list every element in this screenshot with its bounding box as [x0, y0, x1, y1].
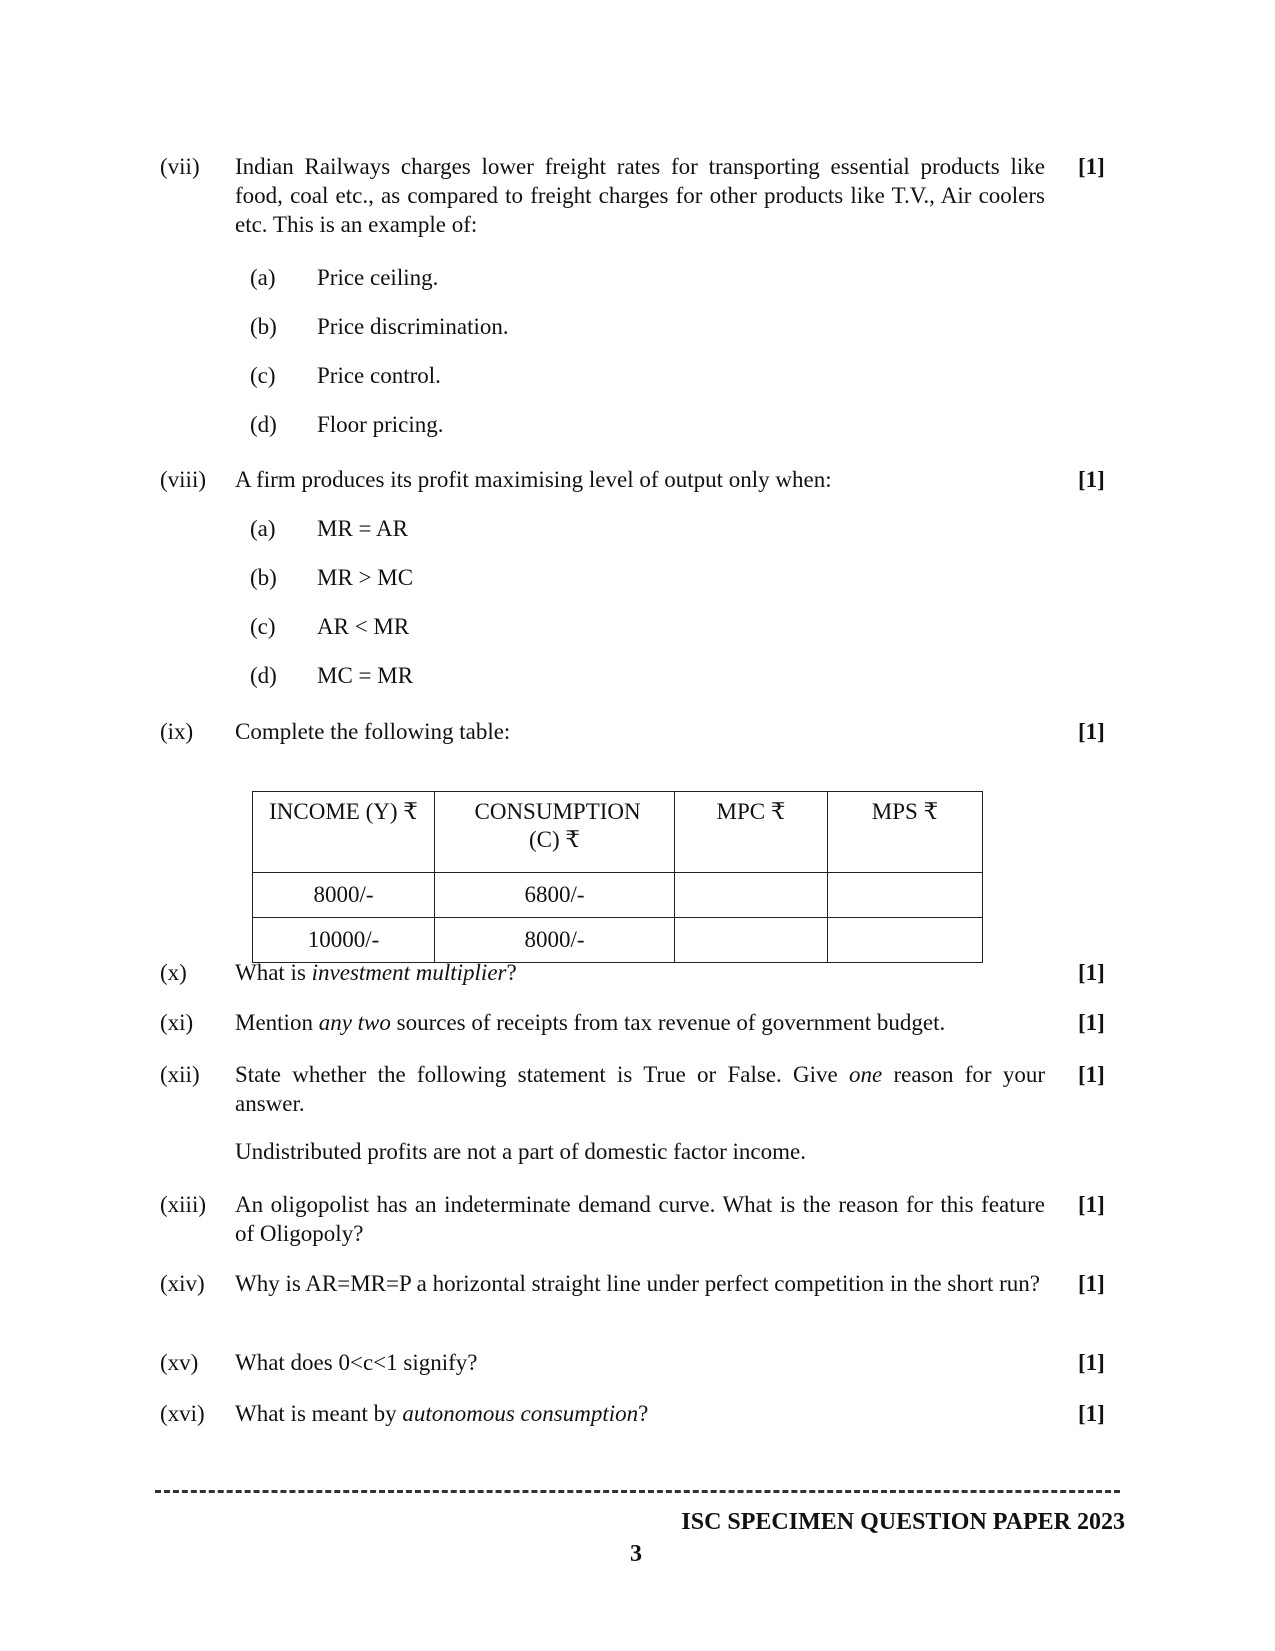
text-part: Mention [235, 1010, 319, 1035]
option-text: Price control. [317, 363, 441, 388]
table-cell [828, 918, 983, 963]
question-number: (xii) [160, 1062, 200, 1087]
question-number: (xvi) [160, 1401, 205, 1426]
text-part: ? [638, 1401, 649, 1426]
option-label: (d) [250, 412, 277, 437]
option-text: MR > MC [317, 565, 414, 590]
option-text: AR < MR [317, 614, 410, 639]
emphasis-text: any two [318, 1010, 391, 1035]
question-number: (x) [160, 960, 187, 985]
question-text [235, 1399, 1045, 1428]
text-part: reason for your answer. [235, 1062, 1045, 1116]
question-text [235, 958, 1045, 987]
marks: [1] [1078, 154, 1105, 179]
table-cell [675, 873, 828, 918]
question-text [235, 1060, 1045, 1118]
question-number: (xiv) [160, 1271, 205, 1296]
marks: [1] [1078, 467, 1105, 492]
table-cell [828, 873, 983, 918]
table-header-mps: MPS ₹ [828, 792, 983, 873]
consumption-table [252, 791, 983, 963]
option-label: (c) [250, 614, 276, 639]
marks: [1] [1078, 1062, 1105, 1087]
question-text: An oligopolist has an indeterminate demand curve. What is the reason for this feature of Oligopoly? [235, 1192, 1045, 1246]
marks: [1] [1078, 1192, 1105, 1217]
text-part: ? [506, 960, 517, 985]
option-text: Price ceiling. [317, 265, 439, 290]
footer-divider [155, 1490, 1120, 1493]
table-header-income: INCOME (Y) ₹ [253, 792, 435, 873]
table-cell: 8000/- [435, 918, 675, 963]
option-label: (b) [250, 565, 277, 590]
marks: [1] [1078, 960, 1105, 985]
table-cell: 10000/- [253, 918, 435, 963]
option-label: (b) [250, 314, 277, 339]
emphasis-text: autonomous consumption [402, 1401, 639, 1426]
option-label: (c) [250, 363, 276, 388]
table-cell: 6800/- [435, 873, 675, 918]
page-number: 3 [630, 1541, 642, 1567]
table-cell: 8000/- [253, 873, 435, 918]
question-text: Indian Railways charges lower freight rates for transporting essential products like food, coal etc., as compared to freight charges for other products like T.V., Air coolers etc. This is an example of: [235, 154, 1045, 237]
table-cell [675, 918, 828, 963]
marks: [1] [1078, 1010, 1105, 1035]
footer-title: ISC SPECIMEN QUESTION PAPER 2023 [681, 1509, 1125, 1535]
text-part: What is meant by [235, 1401, 403, 1426]
question-text: Complete the following table: [235, 719, 511, 744]
question-number: (xi) [160, 1010, 194, 1035]
table-row [253, 918, 983, 963]
option-text: MR = AR [317, 516, 408, 541]
marks: [1] [1078, 1271, 1105, 1296]
question-number: (viii) [160, 467, 206, 492]
emphasis-text: investment multiplier [311, 960, 507, 985]
option-text: Floor pricing. [317, 412, 444, 437]
option-label: (d) [250, 663, 277, 688]
option-text: Price discrimination. [317, 314, 509, 339]
emphasis-text: one [849, 1062, 883, 1087]
question-number: (vii) [160, 154, 200, 179]
marks: [1] [1078, 1350, 1105, 1375]
marks: [1] [1078, 1401, 1105, 1426]
option-text: MC = MR [317, 663, 414, 688]
marks: [1] [1078, 719, 1105, 744]
option-label: (a) [250, 516, 276, 541]
table-row [253, 873, 983, 918]
question-text: A firm produces its profit maximising level of output only when: [235, 467, 832, 492]
question-text: What does 0<c<1 signify? [235, 1350, 478, 1375]
question-number: (ix) [160, 719, 194, 744]
table-header-row [253, 792, 983, 873]
table-header-mpc: MPC ₹ [675, 792, 828, 873]
text-part: sources of receipts from tax revenue of government budget. [390, 1010, 946, 1035]
question-number: (xv) [160, 1350, 199, 1375]
text-part: What is [235, 960, 312, 985]
option-label: (a) [250, 265, 276, 290]
question-text [235, 1008, 1045, 1037]
table-header-consumption-text: CONSUMPTION (C) ₹ [474, 799, 641, 852]
question-number: (xiii) [160, 1192, 206, 1217]
statement-text: Undistributed profits are not a part of domestic factor income. [235, 1139, 806, 1164]
table-header-consumption [435, 792, 675, 873]
text-part: State whether the following statement is True or False. Give [235, 1062, 849, 1087]
question-text: Why is AR=MR=P a horizontal straight line under perfect competition in the short run? [235, 1271, 1041, 1296]
